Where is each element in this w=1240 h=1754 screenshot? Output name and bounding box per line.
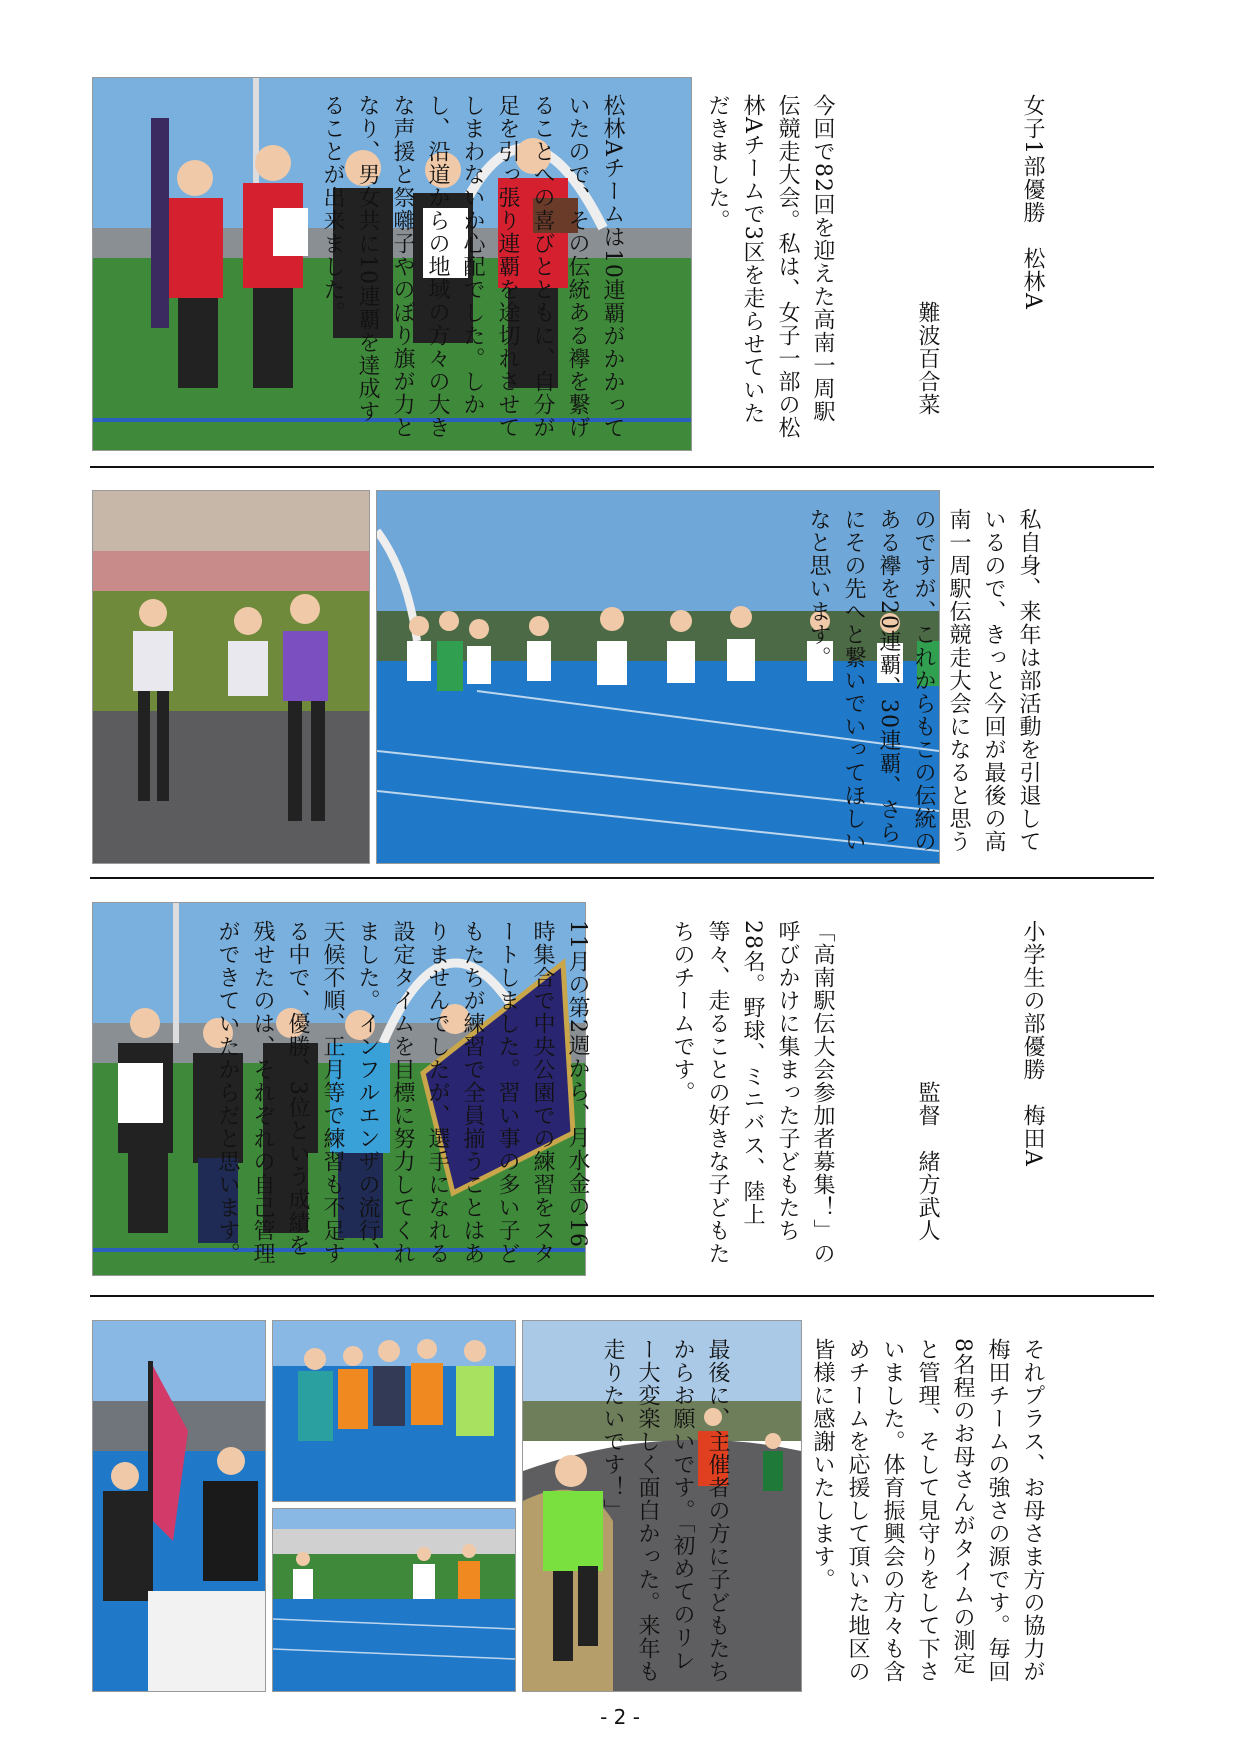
section4-paragraph-1: それプラス、お母さま方の協力が梅田チームの強さの源です。毎回8名程のお母さんがタイムの測定と管理、そして見守りをして下さいました。体育振興会の方々も含めチームを応援して頂いた地区の皆様に感謝いたします。 [810,1338,1045,1683]
section3-paragraph-1: 「高南駅伝大会参加者募集！」の呼びかけに集まった子どもたち28名。野球、ミニバス、陸上等々、走ることの好きな子どもたちのチームです。 [670,920,835,1265]
page-number: - 2 - [600,1705,640,1729]
runners-walking-photo [92,490,370,864]
section2-paragraph-1: 私自身、来年は部活動を引退しているので、きっと今回が最後の高南一周駅伝競走大会になると思うのですが、これからもこの伝統のある襷を20連覇、30連覇、さらにその先へと繋いでいってほしいなと思います。 [806,508,1041,853]
section2-text [806,508,1116,858]
section4-text [600,1338,1120,1688]
section1-paragraph-2: 松林Aチームは10連覇がかかっていたので、その伝統ある襷を繋げることへの喜びとともに、自分が足を引っ張り連覇を途切れさせてしまわないか心配でした。しかし、沿道からの地域の方々の大きな声援と祭囃子やのぼり旗が力となり、男女共に10連覇を達成することが出来ました。 [320,94,625,440]
kids-group-photo [272,1320,516,1502]
kids-track-running-photo [272,1508,516,1692]
divider-1 [90,466,1154,468]
section1-author: 難波百合菜 [915,94,940,416]
section1-text [320,94,1120,444]
section3-author: 監督 緒方武人 [915,920,940,1242]
award-ceremony-photo [92,1320,266,1692]
divider-3 [90,1295,1154,1297]
section1-heading: 女子1部優勝 松林A [1020,94,1045,310]
section3-text [215,920,1120,1270]
section3-paragraph-2: 11月の第2週から、月水金の16時集合で中央公園での練習をスタートしました。習い事の多い子どもたちが練習で全員揃うことはありませんでしたが、選手になれる設定タイムを目標に努力してくれました。インフルエンザの流行、天候不順、正月等で練習も不足する中で、優勝、3位という成績を残せたのは、それぞれの自己管理ができていたからだと思います。 [215,920,590,1265]
section4-paragraph-2: 最後に、主催者の方に子どもたちからお願いです。「初めてのリレー大変楽しく面白かった。来年も走りたいです！」 [600,1338,730,1683]
section3-heading: 小学生の部優勝 梅田A [1020,920,1045,1167]
section1-paragraph-1: 今回で82回を迎えた高南一周駅伝競走大会。私は、女子一部の松林Aチームで3区を走らせていただきました。 [705,94,835,439]
divider-2 [90,877,1154,879]
